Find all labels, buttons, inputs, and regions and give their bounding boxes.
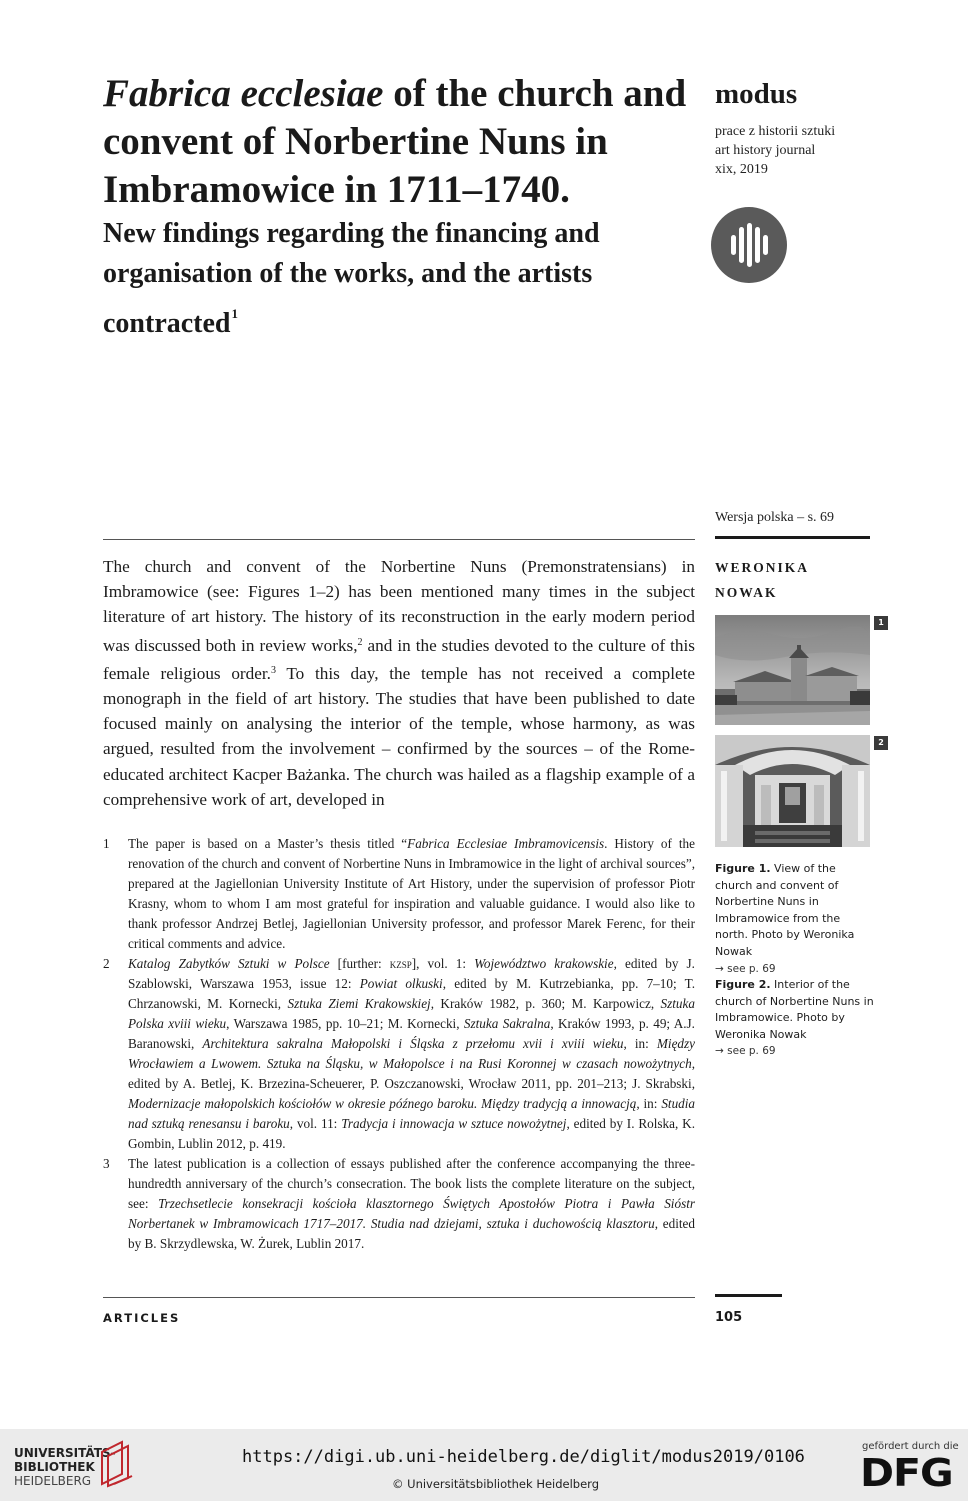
figure-2-caption <box>715 977 875 1060</box>
figure-1-photo[interactable] <box>715 615 870 725</box>
footnote-text: [further: <box>329 956 390 971</box>
footnote-text: . History of the renovation of the church and convent of Norbertine Nuns in Imbramowice in the light of archival sources”, prepared at the Jagiellonian University Institute of Art History, under the supervision of professor Piotr Krasny, whom to whom I am most grateful for inspiration and valuable guidance. I would also like to thank professor Andrzej Betlej, Jagiellonian University professor, and professor Marek Ferenc, for their critical comments and advice. <box>128 836 695 951</box>
ub-logo-line-1: UNIVERSITÄTS- <box>14 1446 116 1460</box>
footnote-2 <box>103 954 695 1154</box>
journal-line-3: xix, 2019 <box>715 162 768 177</box>
footnote-text: , vol. 11: <box>289 1116 342 1131</box>
article-subtitle <box>103 214 663 344</box>
footnote-3 <box>103 1154 695 1254</box>
footnote-text: ], vol. 1: <box>411 956 475 971</box>
figure-1-caption-text: View of the church and convent of Norbertine Nuns in Imbramowice from the north. Photo by Weronika Nowak <box>715 862 855 958</box>
figure-2-label: Figure 2. <box>715 978 771 991</box>
ub-logo-line-2: BIBLIOTHEK <box>14 1460 95 1474</box>
footnote-text: , edited by B. Skrzydlewska, W. Żurek, Lublin 2017. <box>128 1216 695 1251</box>
footer-sidebar-divider <box>715 1294 782 1297</box>
footnote-italic: Województwo krakowskie <box>474 956 614 971</box>
footnote-italic: Sztuka Sakralna <box>463 1016 551 1031</box>
figure-1-caption <box>715 861 875 977</box>
footnote-text: , in: <box>623 1036 657 1051</box>
dfg-logo: DFG <box>860 1451 953 1495</box>
footnote-italic: Architektura sakralna Małopolski i Śląska z przełomu xvii i xviii wieku <box>202 1036 624 1051</box>
journal-logo-icon <box>711 207 787 283</box>
body-text-part-1: The church and convent of the Norbertine Nuns (Premonstratensians) in Imbramowice (see: Figures 1–2) has been mentioned many times in the subject literature of art history. The history of its reconstruction in the early modern period was discussed both in review works, <box>103 557 695 655</box>
article-title <box>103 70 703 214</box>
figure-1-badge: 1 <box>874 616 888 630</box>
footnote-italic: Między Wrocławiem a Lwowem. Sztuka na Śląsku, w Małopolsce i na Rusi Koronnej w czasach nowożytnych <box>128 1036 696 1071</box>
footnote-italic: Modernizacje małopolskich kościołów w okresie późnego baroku. Między tradycją a innowacją <box>128 1096 637 1111</box>
footnote-text: , edited by A. Betlej, K. Brzezina-Scheuerer, P. Oszczanowski, Wrocław 2011, pp. 201–213; J. Skrabski, <box>128 1056 695 1091</box>
body-text-part-3: To this day, the temple has not received a complete monograph in the field of art history. The studies that have been published to date focused mainly on analysing the interior of the temple, whose harmony, as was argued, resulted from the involvement – confirmed by the sources – of the Rome-educated architect Kacper Bażanka. The church was hailed as a flagship example of a comprehensive work of art, developed in <box>103 663 696 809</box>
footnote-text: The latest publication is a collection of essays published after the conference accompanying the three-hundredth anniversary of the church’s consecration. The book lists the complete literature on the subject, see: <box>128 1156 695 1211</box>
article-subtitle-text: New findings regarding the financing and organisation of the works, and the artists contracted <box>103 218 600 339</box>
footnote-text: , Kraków 1993, p. 49; A.J. Baranowski, <box>128 1016 695 1051</box>
footnote-1 <box>103 834 695 954</box>
figure-2-photo[interactable] <box>715 735 870 847</box>
figure-2-see-link[interactable]: → see p. 69 <box>715 1045 776 1058</box>
footnote-text: , edited by M. Kutrzebianka, pp. 7–10; T. Chrzanowski, M. Kornecki, <box>128 976 695 1011</box>
author-last-name: NOWAK <box>715 585 778 600</box>
digi-url-link[interactable]: https://digi.ub.uni-heidelberg.de/diglit/modus2019/0106 <box>242 1447 805 1467</box>
footnote-abbrev: kzsp <box>389 956 412 971</box>
footnote-number: 2 <box>103 956 110 971</box>
figure-2-caption-text: Interior of the church of Norbertine Nuns in Imbramowice. Photo by Weronika Nowak <box>715 978 874 1041</box>
footnote-text: , in: <box>636 1096 662 1111</box>
header-divider <box>103 539 695 540</box>
sidebar-divider <box>715 536 870 539</box>
footnote-text: , Warszawa 1985, pp. 10–21; M. Kornecki, <box>226 1016 464 1031</box>
article-title-italic: Fabrica ecclesiae <box>103 72 384 115</box>
footnote-italic: Tradycja i innowacja w sztuce nowożytnej <box>341 1116 567 1131</box>
body-text-part-2: and in the studies devoted to the culture of this female religious order. <box>103 635 695 683</box>
article-title-rest: of the church and convent of Norbertine Nuns in Imbramowice in 1711–1740. <box>103 72 687 211</box>
footnote-ref-2[interactable]: 2 <box>357 636 363 648</box>
footnote-text: , Kraków 1982, p. 360; M. Karpowicz, <box>430 996 661 1011</box>
figure-1-see-link[interactable]: → see p. 69 <box>715 962 776 975</box>
funded-by-label: gefördert durch die <box>862 1441 959 1452</box>
footer-divider <box>103 1297 695 1298</box>
footnote-text: , edited by J. Szablowski, Warszawa 1953, issue 12: <box>128 956 695 991</box>
page-number: 105 <box>715 1310 743 1325</box>
footnote-ref-3[interactable]: 3 <box>270 664 276 676</box>
footnote-italic: Sztuka Polska xviii wieku <box>128 996 695 1031</box>
footnote-italic: Katalog Zabytków Sztuki w Polsce <box>128 956 330 971</box>
footnote-italic: Fabrica Ecclesiae Imbramovicensis <box>407 836 605 851</box>
ub-logo-line-3: HEIDELBERG <box>14 1474 92 1488</box>
body-paragraph <box>103 554 695 812</box>
figure-2-badge: 2 <box>874 736 888 750</box>
footnote-number: 1 <box>103 836 110 851</box>
journal-line-1: prace z historii sztuki <box>715 124 836 139</box>
footnote-italic: Trzechsetlecie konsekracji kościoła klasztornego Świętych Apostołów Piotra i Pawła Sióstr Norbertanek w Imbramowicach 1717–2017. Studia nad dziejami, sztuka i duchowością klasztoru <box>128 1196 695 1231</box>
journal-name: modus <box>715 78 798 110</box>
footnote-italic: Studia nad sztuką renesansu i baroku <box>128 1096 696 1131</box>
footnote-text: , edited by I. Rolska, K. Gombin, Lublin 2012, p. 419. <box>128 1116 695 1151</box>
footnote-italic: Powiat olkuski <box>359 976 443 991</box>
figure-1-label: Figure 1. <box>715 862 771 875</box>
footnote-number: 3 <box>103 1156 110 1171</box>
footnote-text: The paper is based on a Master’s thesis titled “ <box>128 836 408 851</box>
ub-heidelberg-logo-icon <box>98 1440 134 1488</box>
footnote-italic: Sztuka Ziemi Krakowskiej <box>287 996 431 1011</box>
section-label: ARTICLES <box>103 1311 181 1325</box>
journal-line-2: art history journal <box>715 143 816 158</box>
footnotes <box>103 834 695 1254</box>
copyright-notice: © Universitätsbibliothek Heidelberg <box>392 1477 600 1491</box>
author-first-name: WERONIKA <box>715 560 810 575</box>
subtitle-footnote-ref[interactable]: 1 <box>231 306 239 321</box>
polish-version-link[interactable]: Wersja polska – s. 69 <box>715 510 835 525</box>
